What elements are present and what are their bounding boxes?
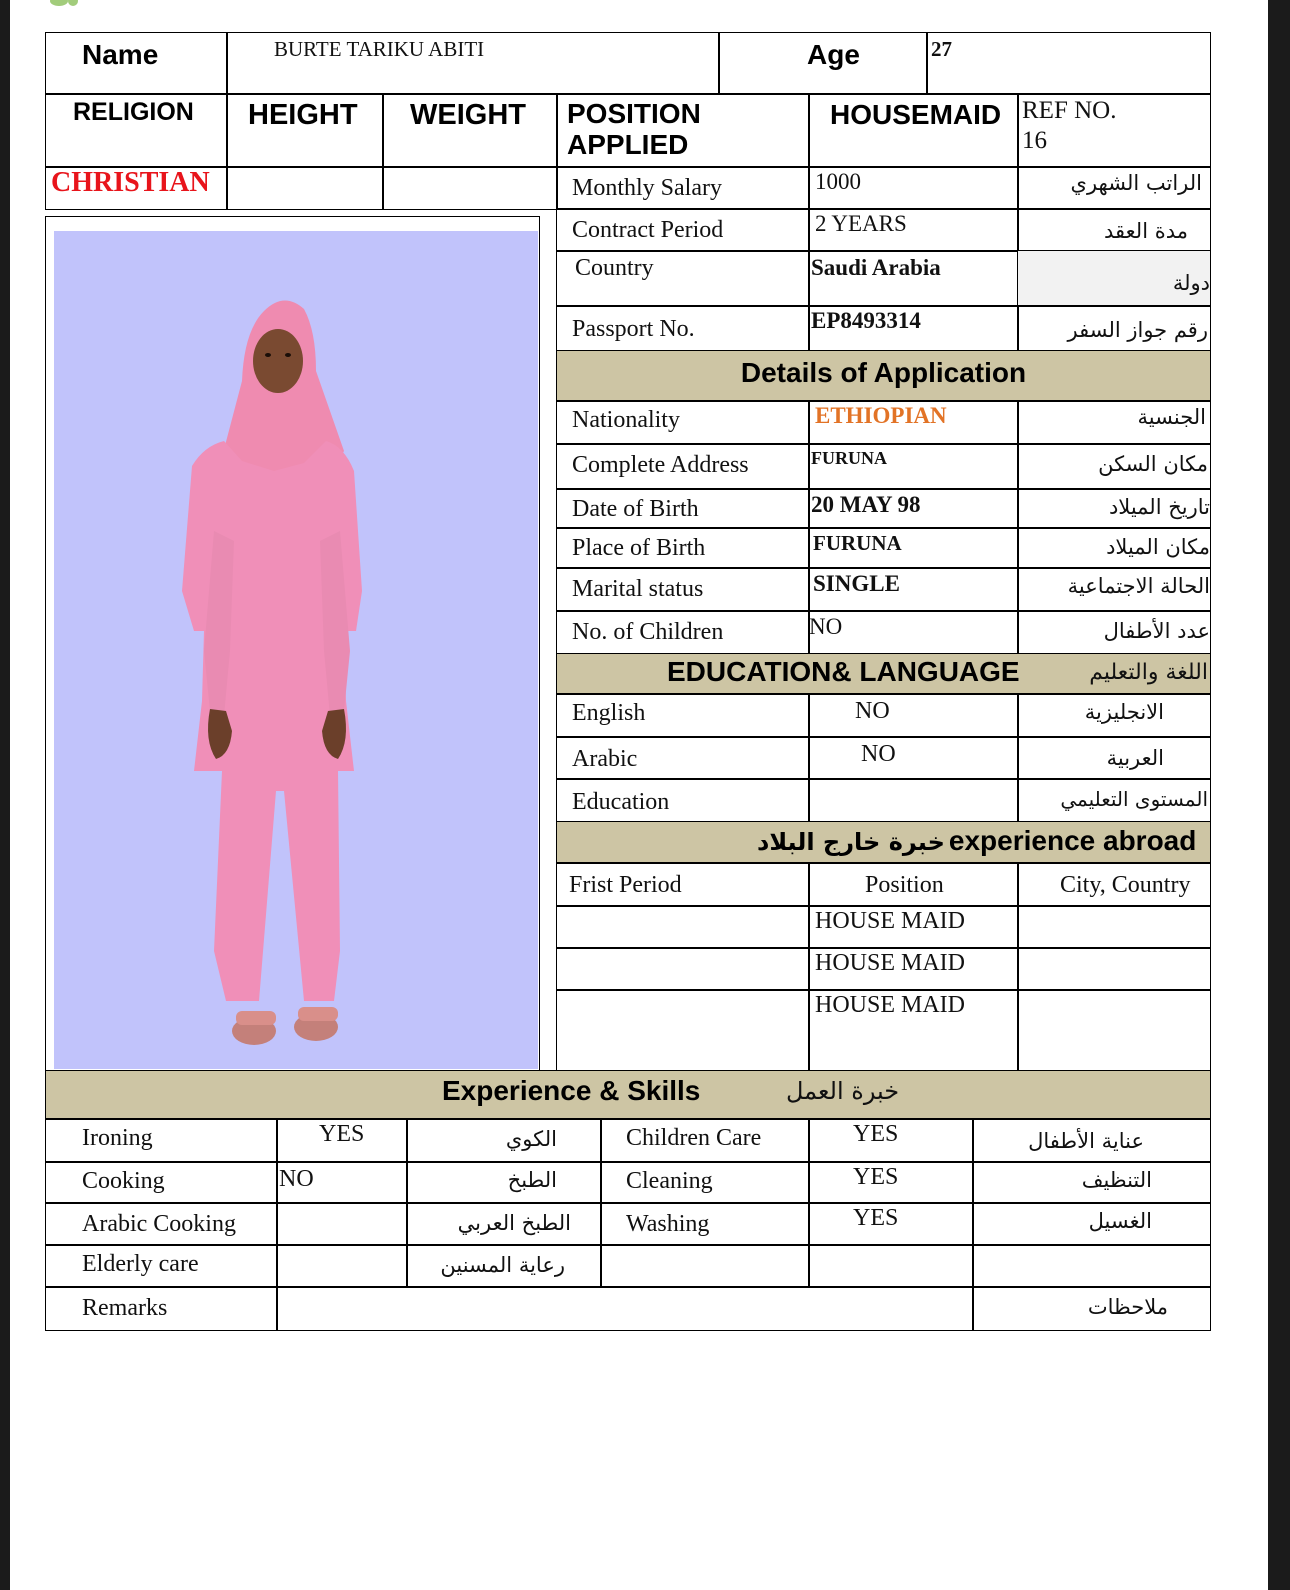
experience-city-2	[1017, 947, 1211, 991]
passport-arabic: رقم جواز السفر	[1017, 305, 1211, 352]
monthly-salary-label: Monthly Salary	[556, 166, 810, 210]
skill-blank-label	[600, 1244, 810, 1288]
passport-label: Passport No.	[556, 305, 810, 352]
experience-city-1	[1017, 905, 1211, 949]
height-label: HEIGHT	[226, 93, 384, 168]
arabic-label: Arabic	[556, 736, 810, 780]
remarks-arabic: ملاحظات	[972, 1286, 1211, 1331]
skills-band	[45, 1070, 1211, 1120]
skill-arabic-cooking-arabic: الطبخ العربي	[406, 1202, 602, 1246]
education-band	[556, 653, 1211, 695]
experience-city-3	[1017, 989, 1211, 1072]
skill-blank-arabic	[972, 1244, 1211, 1288]
skill-cleaning-arabic: التنظيف	[972, 1161, 1211, 1204]
skill-cleaning-value: YES	[808, 1161, 974, 1204]
dob-value: 20 MAY 98	[808, 488, 1019, 529]
experience-abroad-title-arabic: خبرة خارج البلاد	[757, 828, 945, 856]
remarks-label: Remarks	[45, 1286, 278, 1331]
dob-arabic: تاريخ الميلاد	[1017, 488, 1211, 529]
photo-frame	[45, 216, 540, 1074]
experience-position-3: HOUSE MAID	[808, 989, 1019, 1072]
marital-value: SINGLE	[808, 567, 1019, 612]
height-value	[226, 166, 384, 210]
english-label: English	[556, 693, 810, 738]
experience-period-1	[556, 905, 810, 949]
education-value	[808, 778, 1019, 823]
city-header: City, Country	[1017, 862, 1211, 907]
age-value: 27	[926, 32, 1211, 95]
top-decoration	[10, 0, 1268, 6]
country-arabic: دولة	[1017, 250, 1211, 307]
ref-number	[1017, 93, 1211, 168]
religion-value	[45, 166, 228, 210]
skill-washing-label: Washing	[600, 1202, 810, 1246]
experience-abroad-band	[556, 821, 1211, 864]
name-label: Name	[45, 32, 228, 95]
address-arabic: مكان السكن	[1017, 443, 1211, 490]
nationality-label: Nationality	[556, 400, 810, 445]
country-label: Country	[556, 250, 810, 307]
education-title-arabic: اللغة والتعليم	[1089, 660, 1208, 685]
dob-label: Date of Birth	[556, 488, 810, 529]
religion-label: RELIGION	[45, 93, 228, 168]
position-value: HOUSEMAID	[808, 93, 1019, 168]
marital-arabic: الحالة الاجتماعية	[1017, 567, 1211, 612]
experience-period-2	[556, 947, 810, 991]
details-title: Details of Application	[556, 350, 1211, 402]
applicant-figure-illustration	[54, 231, 538, 1069]
skill-washing-value: YES	[808, 1202, 974, 1246]
skill-arabic-cooking-label: Arabic Cooking	[45, 1202, 278, 1246]
skill-elderly-arabic: رعاية المسنين	[406, 1244, 602, 1288]
skill-cleaning-label: Cleaning	[600, 1161, 810, 1204]
experience-position-2: HOUSE MAID	[808, 947, 1019, 991]
marital-label: Marital status	[556, 567, 810, 612]
pob-arabic: مكان الميلاد	[1017, 527, 1211, 569]
position-label-line1: POSITION	[567, 98, 701, 129]
contract-period-value: 2 YEARS	[808, 208, 1019, 252]
children-label: No. of Children	[556, 610, 810, 655]
address-label: Complete Address	[556, 443, 810, 490]
contract-period-label: Contract Period	[556, 208, 810, 252]
skill-ironing-label: Ironing	[45, 1118, 278, 1163]
children-value: NO	[808, 610, 1019, 655]
skill-blank-value	[808, 1244, 974, 1288]
arabic-arabic: العربية	[1017, 736, 1211, 780]
ref-value: 16	[1022, 127, 1047, 154]
monthly-salary-value: 1000	[808, 166, 1019, 210]
education-arabic: المستوى التعليمي	[1017, 778, 1211, 823]
pob-label: Place of Birth	[556, 527, 810, 569]
age-label: Age	[718, 32, 928, 95]
ref-label: REF NO.	[1022, 97, 1117, 124]
monthly-salary-arabic: الراتب الشهري	[1017, 166, 1211, 210]
skill-arabic-cooking-value	[276, 1202, 408, 1246]
skill-cooking-arabic: الطبخ	[406, 1161, 602, 1204]
skill-childcare-label: Children Care	[600, 1118, 810, 1163]
pob-value: FURUNA	[808, 527, 1019, 569]
experience-abroad-title-group	[757, 825, 1196, 857]
experience-abroad-title: experience abroad	[948, 825, 1197, 856]
skills-title-arabic: خبرة العمل	[786, 1077, 900, 1105]
children-arabic: عدد الأطفال	[1017, 610, 1211, 655]
cv-page	[10, 0, 1268, 1590]
skill-cooking-value: NO	[276, 1161, 408, 1204]
name-value: BURTE TARIKU ABITI	[226, 32, 720, 95]
address-value: FURUNA	[808, 443, 1019, 490]
position-header: Position	[808, 862, 1019, 907]
experience-period-3	[556, 989, 810, 1072]
skill-childcare-value: YES	[808, 1118, 974, 1163]
country-value: Saudi Arabia	[808, 250, 1019, 307]
weight-label: WEIGHT	[382, 93, 558, 168]
education-label: Education	[556, 778, 810, 823]
nationality-value	[808, 400, 1019, 445]
applicant-photo	[54, 231, 538, 1069]
skills-title: Experience & Skills	[442, 1075, 701, 1106]
weight-value	[382, 166, 558, 210]
skill-ironing-arabic: الكوي	[406, 1118, 602, 1163]
period-header: Frist Period	[556, 862, 810, 907]
english-arabic: الانجليزية	[1017, 693, 1211, 738]
experience-position-1: HOUSE MAID	[808, 905, 1019, 949]
position-label-line2: APPLIED	[567, 129, 689, 160]
skill-elderly-value	[276, 1244, 408, 1288]
skill-ironing-value: YES	[276, 1118, 408, 1163]
skill-elderly-label: Elderly care	[45, 1244, 278, 1288]
skill-childcare-arabic: عناية الأطفال	[972, 1118, 1211, 1163]
skill-washing-arabic: الغسيل	[972, 1202, 1211, 1246]
education-title: EDUCATION& LANGUAGE	[667, 656, 1020, 687]
skill-cooking-label: Cooking	[45, 1161, 278, 1204]
nationality-arabic: الجنسية	[1017, 400, 1211, 445]
passport-value: EP8493314	[808, 305, 1019, 352]
arabic-value: NO	[808, 736, 1019, 780]
contract-period-arabic: مدة العقد	[1017, 208, 1211, 252]
position-applied-label	[556, 93, 810, 168]
nationality-text: ETHIOPIAN	[815, 403, 947, 428]
english-value: NO	[808, 693, 1019, 738]
remarks-value	[276, 1286, 974, 1331]
religion-text: CHRISTIAN	[51, 167, 210, 198]
